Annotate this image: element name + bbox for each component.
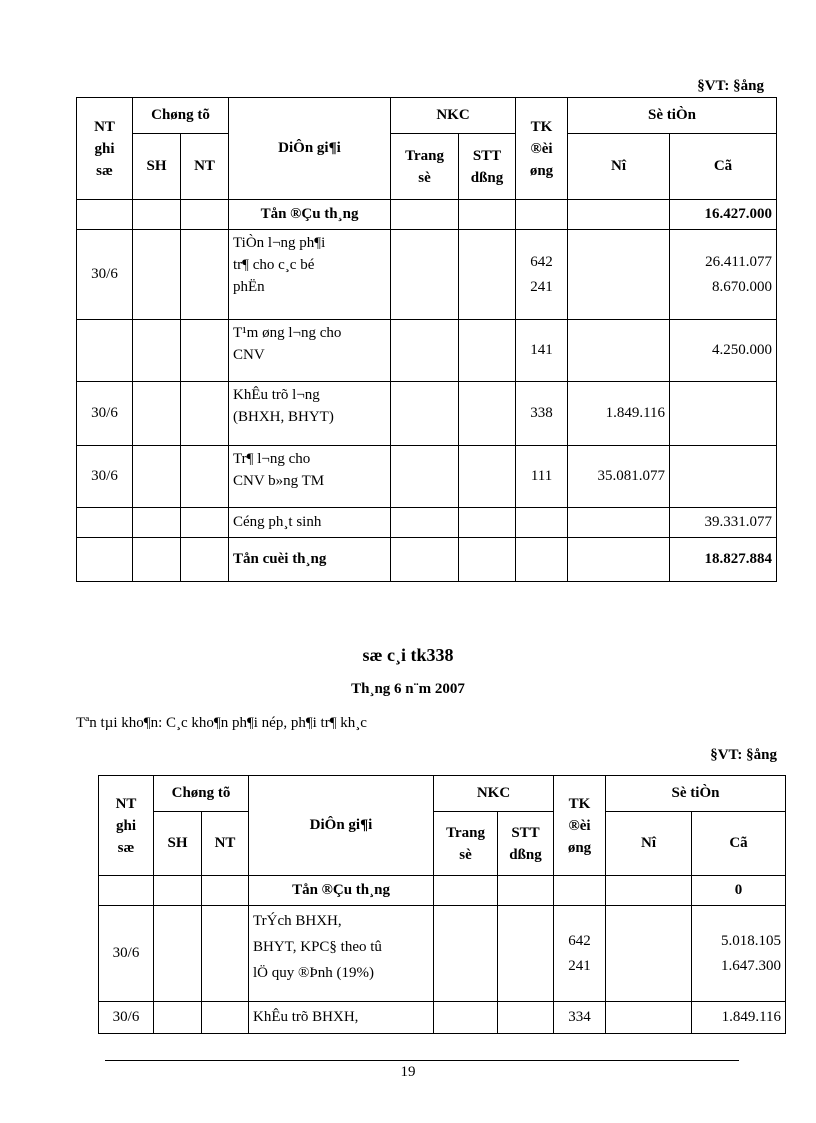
cell-ct-nt — [202, 1002, 249, 1034]
account-name-line: Tªn tµi kho¶n: C¸c kho¶n ph¶i nép, ph¶i tr¶ kh¸c — [76, 715, 367, 731]
header-nt-2: NT — [202, 812, 249, 876]
cell-no — [568, 538, 670, 582]
cell-no — [606, 876, 692, 906]
cell-ct-nt — [181, 508, 229, 538]
header-stt-dong-1: STT dßng — [459, 134, 516, 200]
header-so-tien-2: Sè tiÒn — [606, 776, 786, 812]
header-no-2: Nî — [606, 812, 692, 876]
cell-tk: 642 241 — [516, 230, 568, 320]
cell-nt: 30/6 — [99, 1002, 154, 1034]
cell-stt-dong — [459, 230, 516, 320]
cell-nt — [77, 320, 133, 382]
cell-ct-nt — [202, 876, 249, 906]
header-dien-giai-1: DiÔn gi¶i — [229, 98, 391, 200]
cell-sh — [133, 382, 181, 446]
cell-tk — [516, 200, 568, 230]
page-number: 19 — [400, 1064, 416, 1080]
cell-no — [568, 230, 670, 320]
cell-tk: 334 — [554, 1002, 606, 1034]
cell-co: 18.827.884 — [670, 538, 777, 582]
cell-desc: Tån ®Çu th¸ng — [249, 876, 434, 906]
cell-tk: 338 — [516, 382, 568, 446]
table-row — [99, 1002, 786, 1034]
cell-sh — [154, 876, 202, 906]
cell-nt: 30/6 — [99, 906, 154, 1002]
cell-tk — [516, 538, 568, 582]
cell-stt-dong — [459, 446, 516, 508]
cell-co: 4.250.000 — [670, 320, 777, 382]
cell-trang-so — [391, 538, 459, 582]
header-sh-2: SH — [154, 812, 202, 876]
cell-desc: Tr¶ l¬ng cho CNV b»ng TM — [229, 446, 391, 508]
cell-co — [670, 382, 777, 446]
cell-tk: 141 — [516, 320, 568, 382]
cell-trang-so — [391, 382, 459, 446]
cell-nt — [99, 876, 154, 906]
cell-tk — [554, 876, 606, 906]
unit-label-2: §VT: §ång — [710, 747, 777, 763]
header-nkc-2: NKC — [434, 776, 554, 812]
cell-no — [568, 200, 670, 230]
cell-ct-nt — [181, 230, 229, 320]
header-chung-tu-1: Chøng tõ — [133, 98, 229, 134]
table-row — [77, 382, 777, 446]
table-row — [99, 906, 786, 1002]
cell-no — [606, 1002, 692, 1034]
cell-sh — [154, 1002, 202, 1034]
cell-stt-dong — [459, 382, 516, 446]
header-nkc-1: NKC — [391, 98, 516, 134]
cell-tk: 642 241 — [554, 906, 606, 1002]
header-co-2: Cã — [692, 812, 786, 876]
header-trang-so-1: Trang sè — [391, 134, 459, 200]
table-row — [77, 200, 777, 230]
table-row — [77, 538, 777, 582]
header-chung-tu-2: Chøng tõ — [154, 776, 249, 812]
ledger-table-2 — [98, 775, 786, 1034]
cell-desc: Tån ®Çu th¸ng — [229, 200, 391, 230]
cell-nt: 30/6 — [77, 382, 133, 446]
table-row — [99, 876, 786, 906]
cell-desc: KhÊu trõ BHXH, — [249, 1002, 434, 1034]
cell-no: 35.081.077 — [568, 446, 670, 508]
cell-ct-nt — [181, 382, 229, 446]
cell-trang-so — [391, 230, 459, 320]
table-row — [77, 446, 777, 508]
table-row — [77, 508, 777, 538]
cell-stt-dong — [459, 508, 516, 538]
header-tk-doi-ung-1: TK ®èi øng — [516, 98, 568, 200]
cell-desc: KhÊu trõ l¬ng (BHXH, BHYT) — [229, 382, 391, 446]
cell-desc: TrÝch BHXH, BHYT, KPC§ theo tû lÖ quy ®Þnh (19%) — [249, 906, 434, 1002]
cell-sh — [154, 906, 202, 1002]
cell-sh — [133, 320, 181, 382]
ledger-subtitle: Th¸ng 6 n¨m 2007 — [351, 681, 465, 697]
cell-desc: T¹m øng l¬ng cho CNV — [229, 320, 391, 382]
cell-co: 5.018.105 1.647.300 — [692, 906, 786, 1002]
header-trang-so-2: Trang sè — [434, 812, 498, 876]
cell-desc: Tån cuèi th¸ng — [229, 538, 391, 582]
header-dien-giai-2: DiÔn gi¶i — [249, 776, 434, 876]
cell-stt-dong — [498, 1002, 554, 1034]
cell-desc: TiÒn l¬ng ph¶i tr¶ cho c¸c bé phËn — [229, 230, 391, 320]
ledger-title: sæ c¸i tk338 — [362, 645, 454, 665]
header-stt-dong-2: STT dßng — [498, 812, 554, 876]
header-co-1: Cã — [670, 134, 777, 200]
cell-desc: Céng ph¸t sinh — [229, 508, 391, 538]
cell-sh — [133, 446, 181, 508]
cell-sh — [133, 508, 181, 538]
footer-divider — [105, 1060, 739, 1061]
cell-trang-so — [391, 508, 459, 538]
cell-co: 39.331.077 — [670, 508, 777, 538]
header-nt-1: NT — [181, 134, 229, 200]
cell-trang-so — [434, 1002, 498, 1034]
header-no-1: Nî — [568, 134, 670, 200]
unit-label-1: §VT: §ång — [697, 78, 764, 94]
table-row — [77, 230, 777, 320]
cell-ct-nt — [181, 320, 229, 382]
cell-ct-nt — [181, 200, 229, 230]
cell-sh — [133, 230, 181, 320]
header-nt-ghi-so-1: NT ghi sæ — [77, 98, 133, 200]
cell-stt-dong — [459, 200, 516, 230]
cell-co: 16.427.000 — [670, 200, 777, 230]
cell-ct-nt — [202, 906, 249, 1002]
cell-stt-dong — [459, 320, 516, 382]
cell-nt — [77, 200, 133, 230]
cell-ct-nt — [181, 446, 229, 508]
cell-nt — [77, 538, 133, 582]
cell-co — [670, 446, 777, 508]
cell-trang-so — [391, 320, 459, 382]
cell-ct-nt — [181, 538, 229, 582]
cell-nt: 30/6 — [77, 446, 133, 508]
header-so-tien-1: Sè tiÒn — [568, 98, 777, 134]
cell-no — [568, 320, 670, 382]
cell-nt: 30/6 — [77, 230, 133, 320]
cell-trang-so — [391, 200, 459, 230]
cell-stt-dong — [498, 906, 554, 1002]
cell-no — [568, 508, 670, 538]
cell-co: 0 — [692, 876, 786, 906]
table-row — [77, 320, 777, 382]
cell-tk: 111 — [516, 446, 568, 508]
cell-trang-so — [434, 876, 498, 906]
cell-sh — [133, 538, 181, 582]
cell-no — [606, 906, 692, 1002]
ledger-table-1 — [76, 97, 777, 582]
cell-sh — [133, 200, 181, 230]
cell-trang-so — [434, 906, 498, 1002]
cell-trang-so — [391, 446, 459, 508]
cell-nt — [77, 508, 133, 538]
cell-co: 26.411.077 8.670.000 — [670, 230, 777, 320]
header-tk-doi-ung-2: TK ®èi øng — [554, 776, 606, 876]
header-nt-ghi-so-2: NT ghi sæ — [99, 776, 154, 876]
header-sh-1: SH — [133, 134, 181, 200]
cell-co: 1.849.116 — [692, 1002, 786, 1034]
cell-tk — [516, 508, 568, 538]
cell-stt-dong — [498, 876, 554, 906]
cell-no: 1.849.116 — [568, 382, 670, 446]
cell-stt-dong — [459, 538, 516, 582]
